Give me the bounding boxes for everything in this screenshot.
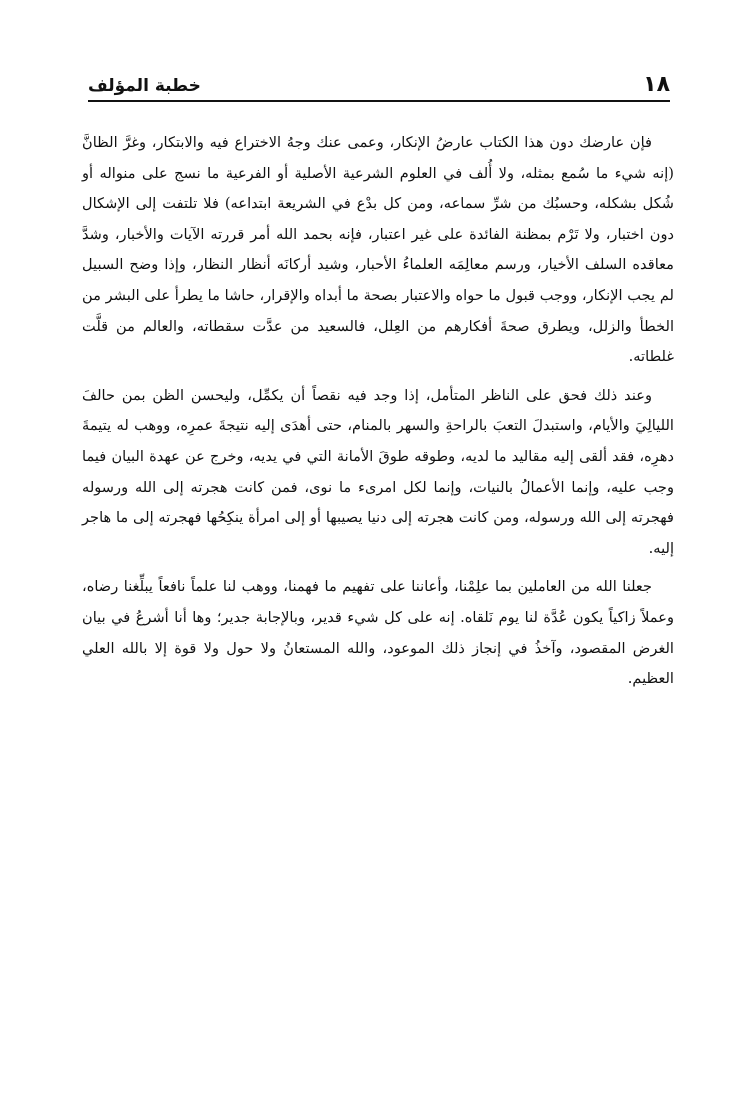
paragraph-2: وعند ذلك فحق على الناظر المتأمل، إذا وجد فيه نقصاً أن يكمِّل، وليحسن الظن بمن حالفَ الليالِيَ والأيام، واستبدلَ التعبَ بالراحةِ والسهر بالمنام، حتى أهدَى إليه نتيجةَ عمرِه، ووهب له يتيمةَ دهرِه، فقد ألقى إليه مقاليد ما لديه، وطوقه طوقَ الأمانة التي في يديه، وخرج عن عهدة البيان فيما وجب عليه، وإنما الأعمالُ بالنيات، وإنما لكل امرىء ما نوى، فمن كانت هجرته إلى الله ورسوله فهجرته إلى الله ورسوله، ومن كانت هجرته إلى دنيا يصيبها أو إلى امرأة ينكِحُها فهجرته إلى ما هاجر إليه. [82,386,674,557]
header-rule [88,100,670,102]
running-header [88,68,670,108]
chapter-title: خطبة المؤلف [88,76,201,96]
paragraph-3: جعلنا الله من العاملين بما علِمْنا، وأعاننا على تفهيم ما فهمنا، ووهب لنا علماً نافعاً يبلِّغنا رضاه، وعملاً زاكياً يكون عُدَّة لنا يوم نَلقاه. إنه على كل شيء قدير، وبالإجابة جدير؛ وها أنا أشرعُ في بيان الغرض المقصود، وآخذُ في إنجاز ذلك الموعود، والله المستعانُ ولا حول ولا قوة إلا بالله العلي العظيم. [82,578,674,688]
paragraph-1: فإن عارضك دون هذا الكتاب عارضُ الإنكار، وعمى عنك وجهُ الاختراع فيه والابتكار، وغرَّ الظانَّ (إنه شيء ما سُمع بمثله، ولا أُلف في العلوم الشرعية الأصلية أو الفرعية ما نسج على منواله أو شُكل بشكله، وحسبُك من شرِّ سماعه، ومن كل بدْع في الشريعة ابتداعه) فلا تلتفت إلى الإشكال دون اختبار، ولا تَرْم بمظنة الفائدة على غير اعتبار، فإنه بحمد الله أمر قررته الآيات والأخبار، وشدَّ معاقده السلف الأخيار، ورسم معالِمَه العلماءُ الأحبار، وشيد أركانَه أنظار النظار، وإذا وضح السبيل لم يجب الإنكار، ووجب قبول ما حواه والاعتبار بصحة ما أبداه والإقرار، حاشا ما يطرأ على البشر من الخطأ والزلل، ويطرق صحةَ أفكارهم من العِلل، فالسعيد من عدَّت سقطاته، والعالم من قلَّت غلطاته. [82,134,674,366]
body-text [82,128,674,703]
page-number: ١٨ [643,72,670,97]
